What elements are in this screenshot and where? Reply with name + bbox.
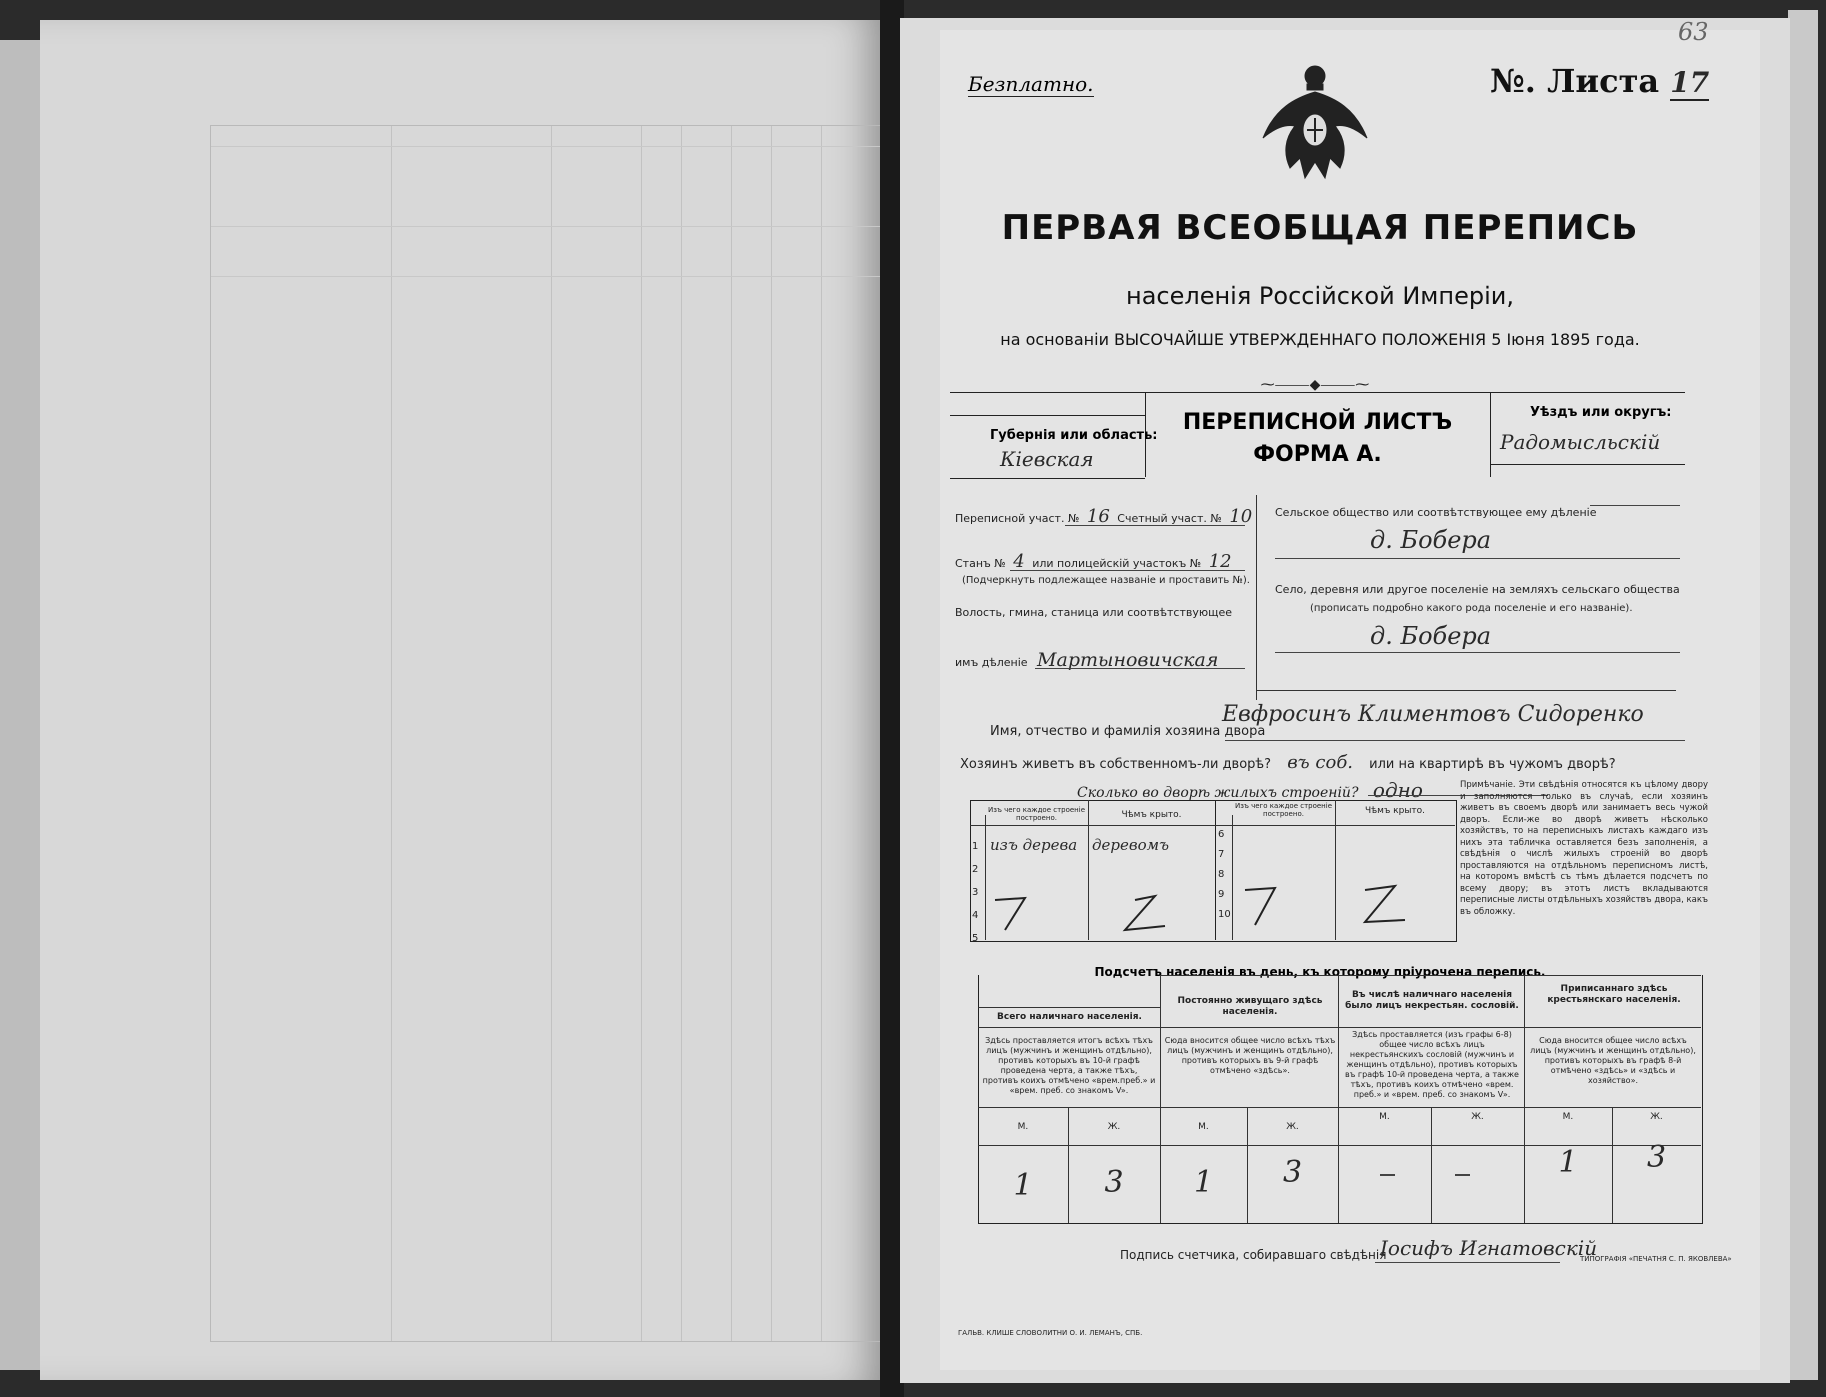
count-col4-header: Приписаннаго здѣсь крестьянскаго населенія.: [1547, 984, 1681, 1005]
village-society-value: д. Бобера: [1370, 526, 1492, 554]
count-col1-header: Всего наличнаго населенія.: [997, 1012, 1142, 1022]
count-m-label: М.: [1562, 1112, 1574, 1122]
count-f-label: Ж.: [1650, 1112, 1663, 1122]
count-m-label: М.: [1379, 1112, 1390, 1122]
signature-label: Подпись счетчика, собиравшаго свѣдѣнія: [1120, 1248, 1387, 1262]
left-page: [40, 20, 880, 1380]
count-f-label: Ж.: [1471, 1112, 1484, 1122]
count-col4-desc: Сюда вносится общее число всѣхъ лицъ (мужчинъ и женщинъ отдѣльно), противъ которыхъ въ графѣ 8-й отмѣчено «здѣсь» и «здѣсь и хозяйство».: [1530, 1036, 1696, 1085]
sheet-number-label-text: №. Листа: [1490, 62, 1660, 100]
province-label: Губернія или область:: [990, 428, 1158, 443]
note-text: Примѣчаніе. Эти свѣдѣнія относятся къ цѣлому двору и заполняются только въ случаѣ, если хозяинъ живетъ въ своемъ дворѣ или занимаетъ весь чужой дворъ. Если-же во дворѣ живетъ нѣсколько хозяйствъ, то на переписныхъ листахъ каждаго изъ нихъ эта табличка оставляется безъ заполненія, а свѣдѣнія о числѣ жилыхъ строеній во дворѣ проставляются на отдѣльномъ переписномъ листѣ, на которомъ вмѣстѣ съ тѣмъ дѣлается подсчетъ по всему двору; въ этотъ листъ вкладываются переписные листы отдѣльныхъ хозяйствъ двора, какъ въ обложку.: [1460, 780, 1708, 917]
volost-value: Мартыновичская: [1037, 649, 1219, 671]
volost-label-2: имъ дѣленіе: [955, 656, 1028, 669]
page-edge-right: [1788, 10, 1818, 1380]
count-col2-header: Постоянно живущаго здѣсь населенія.: [1177, 996, 1323, 1017]
stan-label: Станъ №: [955, 557, 1006, 570]
lives-field: [960, 752, 1616, 773]
count-f-label: Ж.: [1286, 1122, 1299, 1132]
lives-label: Хозяинъ живетъ въ собственномъ-ли дворѣ?: [960, 757, 1272, 772]
census-section-value: 16: [1086, 506, 1110, 527]
count-col1-f: 3: [1104, 1165, 1124, 1200]
dash-marks: [1360, 1160, 1490, 1190]
signature-value: Іосифъ Игнатовскій: [1380, 1236, 1598, 1260]
count-col4-m: 1: [1558, 1145, 1578, 1180]
count-section-value: 10: [1229, 506, 1253, 527]
basis-line: на основаніи ВЫСОЧАЙШЕ УТВЕРЖДЕННАГО ПОЛОЖЕНІЯ 5 Іюня 1895 года.: [1000, 330, 1640, 349]
census-section-label: Переписной участ. №: [955, 512, 1080, 525]
police-label: или полицейскій участокъ №: [1032, 557, 1202, 570]
settlement-label: Село, деревня или другое поселеніе на земляхъ сельскаго общества: [1275, 583, 1680, 596]
buildings-col2-header-left: Чѣмъ крыто.: [1121, 810, 1182, 820]
buildings-value: одно: [1372, 778, 1423, 802]
free-label: Безплатно.: [968, 72, 1094, 96]
building-row-number: 5: [972, 933, 979, 944]
settlement-value: д. Бобера: [1370, 622, 1492, 650]
printer-left: ГАЛЬВ. КЛИШЕ СЛОВОЛИТНИ О. И. ЛЕМАНЪ, СПБ.: [958, 1329, 1143, 1337]
building-row-number: 3: [972, 887, 979, 898]
count-m-label: М.: [1017, 1122, 1029, 1132]
building-row-number: 9: [1218, 889, 1225, 900]
count-col2-f: 3: [1282, 1155, 1303, 1190]
ornament-divider: ⁓⸻◆⸻⁓: [1260, 377, 1370, 393]
building-row-number: 6: [1218, 829, 1225, 840]
printer-right: ТИПОГРАФІЯ «ПЕЧАТНЯ С. П. ЯКОВЛЕВА»: [1580, 1255, 1732, 1263]
building-row-number: 4: [972, 910, 979, 921]
underline-note: (Подчеркнуть подлежащее названіе и проставить №).: [962, 575, 1250, 586]
village-society-label: Сельское общество или соотвѣтствующее ему дѣленіе: [1275, 506, 1597, 519]
left-page-grid: [210, 125, 902, 1342]
police-value: 12: [1208, 551, 1232, 572]
corner-archive-number: 63: [1678, 18, 1709, 46]
count-m-label: М.: [1198, 1122, 1209, 1132]
stan-value: 4: [1013, 551, 1025, 572]
count-col4-f: 3: [1646, 1140, 1667, 1175]
settlement-note: (прописать подробно какого рода поселеніе и его названіе).: [1310, 603, 1633, 614]
main-title: ПЕРВАЯ ВСЕОБЩАЯ ПЕРЕПИСЬ: [1001, 208, 1639, 248]
dash-marks: [985, 860, 1455, 940]
page-edge-left: [0, 40, 44, 1370]
form-name: ФОРМА А.: [1253, 442, 1382, 467]
building-row-number: 8: [1218, 869, 1225, 880]
owner-value: Евфросинъ Климентовъ Сидоренко: [1222, 702, 1644, 727]
count-f-label: Ж.: [1107, 1122, 1121, 1132]
count-section-title: Подсчетъ населенія въ день, къ которому пріурочена перепись.: [1094, 965, 1546, 979]
owner-label: Имя, отчество и фамилія хозяина двора: [990, 724, 1266, 739]
buildings-label: Сколько во дворѣ жилыхъ строеній?: [1077, 785, 1359, 801]
buildings-col1-header-left: Изъ чего каждое строеніе построено.: [987, 806, 1086, 822]
count-col1-desc: Здѣсь проставляется итогъ всѣхъ тѣхъ лицъ (мужчинъ и женщинъ отдѣльно), противъ которыхъ въ 10-й графѣ проведена черта, а также тѣхъ, противъ коихъ отмѣчено «врем.преб.» и «врем. преб. со знакомъ V».: [982, 1036, 1156, 1095]
stan-field: [955, 551, 1232, 572]
count-col2-desc: Сюда вносится общее число всѣхъ тѣхъ лицъ (мужчинъ и женщинъ отдѣльно), противъ которыхъ въ 9-й графѣ отмѣчено «здѣсь».: [1164, 1036, 1336, 1075]
imperial-eagle-emblem: [1255, 58, 1375, 198]
district-label: Уѣздъ или округъ:: [1530, 405, 1672, 420]
building-material-1: изъ дерева: [990, 836, 1078, 854]
lives-value: въ соб.: [1287, 752, 1354, 773]
building-row-number: 7: [1218, 849, 1225, 860]
subtitle: населенія Россійской Имперіи,: [1126, 282, 1514, 310]
count-col3-header: Въ числѣ наличнаго населенія было лицъ некрестьян. сословій.: [1345, 990, 1519, 1011]
buildings-col2-header-right: Чѣмъ крыто.: [1364, 806, 1426, 816]
count-col1-m: 1: [1013, 1168, 1033, 1203]
count-section-label: Счетный участ. №: [1117, 512, 1222, 525]
buildings-col1-header-right: Изъ чего каждое строеніе построено.: [1234, 802, 1333, 818]
volost-label-1: Волость, гмина, станица или соотвѣтствующее: [955, 606, 1233, 619]
building-row-number: 2: [972, 864, 979, 875]
sheet-number-label: [1490, 62, 1709, 100]
form-title: ПЕРЕПИСНОЙ ЛИСТЪ: [1182, 410, 1453, 435]
lives-label-2: или на квартирѣ въ чужомъ дворѣ?: [1369, 757, 1616, 772]
count-col3-desc: Здѣсь проставляется (изъ графы 6-8) общее число всѣхъ лицъ некрестьянскихъ сословій (мужчинъ и женщинъ отдѣльно), противъ которыхъ въ графѣ 10-й проведена черта, а также тѣхъ, противъ коихъ отмѣчено «врем. преб.» и «врем. преб. со знакомъ V».: [1345, 1030, 1519, 1099]
building-row-number: 1: [972, 841, 979, 852]
province-value: Кіевская: [1000, 447, 1094, 471]
count-col2-m: 1: [1193, 1165, 1214, 1200]
building-roof-1: деревомъ: [1092, 836, 1170, 854]
census-section-field: [955, 506, 1252, 527]
sheet-number-value: 17: [1670, 66, 1710, 99]
buildings-field: [1077, 778, 1423, 802]
district-value: Радомысльскій: [1500, 430, 1661, 454]
building-row-number: 10: [1218, 909, 1231, 920]
